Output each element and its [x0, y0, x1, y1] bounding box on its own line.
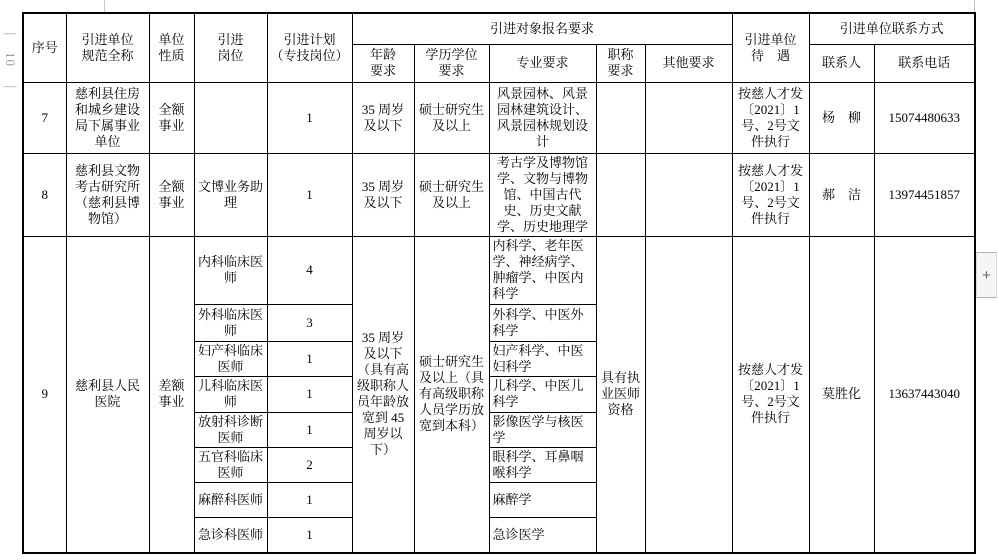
header-degree [414, 44, 489, 82]
plus-icon: + [982, 266, 991, 284]
row9-major-cell: 眼科学、耳鼻咽喉科学 [489, 447, 596, 482]
row8-other-cell [645, 153, 732, 236]
row7-degree-cell: 硕士研究生及以上 [414, 82, 489, 153]
row9-title-cell: 具有执业医师资格 [596, 236, 645, 553]
row8-nature-cell: 全额事业 [149, 153, 194, 236]
header-plan-line2: （专技岗位） [270, 47, 349, 63]
row9-age-cell: 35 周岁及以下（具有高级职称人员年龄放宽到 45 周岁以下） [352, 236, 414, 553]
header-post-line2: 岗位 [217, 47, 244, 63]
row9-post-cell: 五官科临床医师 [194, 447, 267, 482]
table-row-9-sub1 [23, 236, 975, 304]
row9-major-cell: 急诊医学 [489, 517, 596, 553]
header-unit-line1: 引进单位 [81, 31, 134, 47]
row7-major-cell: 风景园林、风景园林建筑设计、风景园林规划设计 [489, 82, 596, 153]
header-degree-line1: 学历学位 [425, 47, 478, 62]
row7-title-cell [596, 82, 645, 153]
header-unit-nature [149, 13, 194, 82]
row9-plan-cell: 1 [267, 517, 352, 553]
header-age-line2: 要求 [369, 63, 396, 78]
row9-post-cell: 内科临床医师 [194, 236, 267, 304]
row7-seq-cell: 7 [23, 82, 66, 153]
row9-post-cell: 妇产科临床医师 [194, 341, 267, 376]
row9-plan-cell: 1 [267, 412, 352, 447]
header-treatment-line1: 引进单位 [744, 31, 797, 47]
row7-other-cell [645, 82, 732, 153]
row9-degree-cell: 硕士研究生及以上（具有高级职称人员学历放宽到本科） [414, 236, 489, 553]
header-age-line1: 年龄 [369, 47, 396, 62]
page-number-dash-top: — [3, 25, 17, 40]
page-number-value: 10 [2, 51, 18, 67]
row9-post-cell: 麻醉科医师 [194, 482, 267, 517]
row9-major-cell: 影像医学与核医学 [489, 412, 596, 447]
row9-nature-cell: 差额事业 [149, 236, 194, 553]
row9-phone-cell: 13637443040 [874, 236, 975, 553]
header-nature-line1: 单位 [158, 31, 185, 47]
row9-other-cell [645, 236, 732, 553]
row8-title-cell [596, 153, 645, 236]
row9-major-cell: 外科学、中医外科学 [489, 304, 596, 341]
row9-post-cell: 急诊科医师 [194, 517, 267, 553]
header-post [194, 13, 267, 82]
row9-treatment-cell: 按慈人才发〔2021〕1号、2号文件执行 [732, 236, 809, 553]
header-unit-line2: 规范全称 [81, 47, 134, 63]
header-unit-name [66, 13, 149, 82]
expand-plus-button[interactable] [976, 252, 997, 298]
row9-major-cell: 妇产科学、中医妇科学 [489, 341, 596, 376]
row7-post-cell [194, 82, 267, 153]
row9-plan-cell: 3 [267, 304, 352, 341]
row8-degree-cell: 硕士研究生及以上 [414, 153, 489, 236]
row9-plan-cell: 2 [267, 447, 352, 482]
row9-major-cell: 儿科学、中医儿科学 [489, 376, 596, 412]
table-row-7 [23, 82, 975, 153]
row8-post-cell: 文博业务助理 [194, 153, 267, 236]
header-phone: 联系电话 [874, 44, 975, 82]
table-row-8 [23, 153, 975, 236]
header-group-contact: 引进单位联系方式 [809, 13, 975, 44]
row8-treatment-cell: 按慈人才发〔2021〕1号、2号文件执行 [732, 153, 809, 236]
header-treatment-line2: 待 遇 [750, 47, 790, 63]
row8-age-cell: 35 周岁及以下 [352, 153, 414, 236]
header-plan-line1: 引进计划 [283, 31, 336, 47]
row9-post-cell: 外科临床医师 [194, 304, 267, 341]
row7-unit-cell: 慈利县住房和城乡建设局下属事业单位 [66, 82, 149, 153]
row8-unit-cell: 慈利县文物考古研究所（慈利县博物馆） [66, 153, 149, 236]
header-title [596, 44, 645, 82]
row8-contact-cell: 郝 洁 [809, 153, 874, 236]
row7-nature-cell: 全额事业 [149, 82, 194, 153]
row7-contact-cell: 杨 柳 [809, 82, 874, 153]
row9-unit-cell: 慈利县人民医院 [66, 236, 149, 553]
recruitment-table [22, 12, 976, 554]
page-number [1, 26, 19, 92]
row9-plan-cell: 4 [267, 236, 352, 304]
row9-plan-cell: 1 [267, 482, 352, 517]
header-other: 其他要求 [645, 44, 732, 82]
row7-treatment-cell: 按慈人才发〔2021〕1号、2号文件执行 [732, 82, 809, 153]
row9-post-cell: 放射科诊断医师 [194, 412, 267, 447]
row7-phone-cell: 15074480633 [874, 82, 975, 153]
row9-major-cell: 内科学、老年医学、神经病学、肿瘤学、中医内科学 [489, 236, 596, 304]
row9-seq-cell: 9 [23, 236, 66, 553]
header-title-line1: 职称 [607, 47, 634, 62]
row8-plan-cell: 1 [267, 153, 352, 236]
header-treatment [732, 13, 809, 82]
header-post-line1: 引进 [217, 31, 244, 47]
row8-seq-cell: 8 [23, 153, 66, 236]
row7-plan-cell: 1 [267, 82, 352, 153]
header-seq: 序号 [23, 13, 66, 82]
header-title-line2: 要求 [607, 63, 634, 78]
row7-age-cell: 35 周岁及以下 [352, 82, 414, 153]
row9-plan-cell: 1 [267, 341, 352, 376]
row8-phone-cell: 13974451857 [874, 153, 975, 236]
header-nature-line2: 性质 [158, 47, 185, 63]
header-contact: 联系人 [809, 44, 874, 82]
header-plan [267, 13, 352, 82]
header-degree-line2: 要求 [438, 63, 465, 78]
row9-plan-cell: 1 [267, 376, 352, 412]
row9-major-cell: 麻醉学 [489, 482, 596, 517]
row9-contact-cell: 莫胜化 [809, 236, 874, 553]
header-group-requirements: 引进对象报名要求 [352, 13, 732, 44]
page-number-dash-bottom: — [3, 78, 17, 93]
row9-post-cell: 儿科临床医师 [194, 376, 267, 412]
header-age [352, 44, 414, 82]
header-major: 专业要求 [489, 44, 596, 82]
row8-major-cell: 考古学及博物馆学、文物与博物馆、中国古代史、历史文献学、历史地理学 [489, 153, 596, 236]
